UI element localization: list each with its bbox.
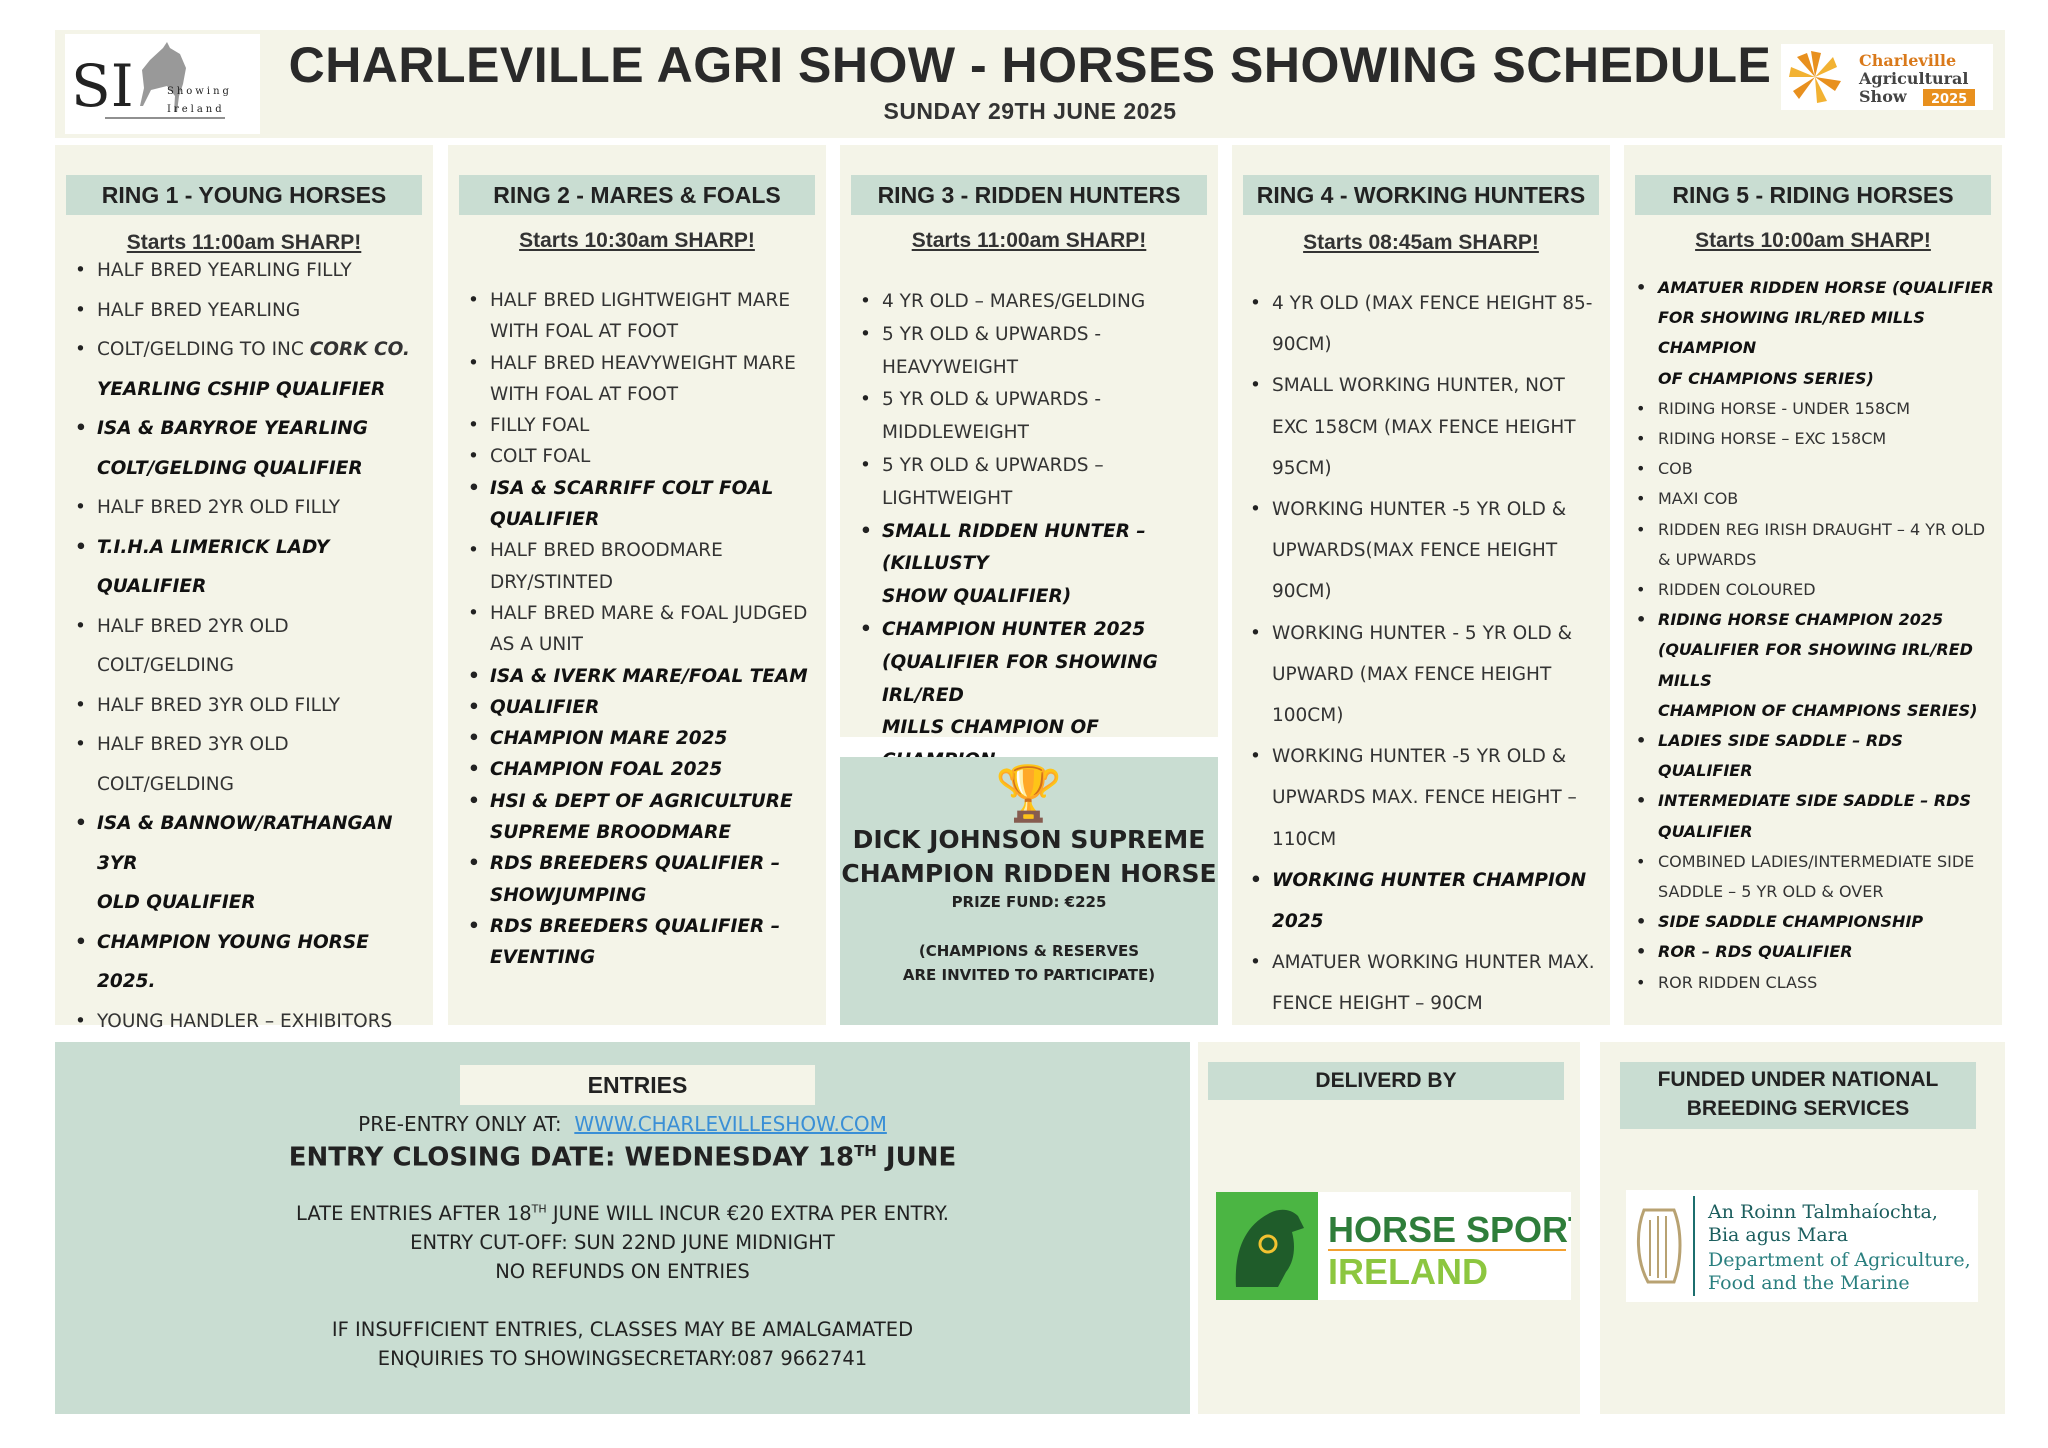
class-item: FENCE HEIGHT – 90CM	[1272, 993, 1483, 1015]
class-item: • WORKING HUNTER -5 YR OLD &	[1246, 489, 1610, 530]
class-item: MIDDLEWEIGHT	[882, 422, 1029, 444]
closing-date: ENTRY CLOSING DATE: WEDNESDAY 18TH JUNE	[288, 1142, 957, 1173]
class-item: SHOW QUALIFIER)	[882, 586, 1072, 608]
ring-heading: RING 1 - YOUNG HORSES	[66, 175, 422, 215]
website-link[interactable]: WWW.CHARLEVILLESHOW.COM	[574, 1112, 887, 1136]
class-item: SUPREME BROODMARE	[490, 822, 732, 844]
class-item: • HALF BRED YEARLING FILLY	[71, 251, 427, 291]
ring-heading: RING 3 - RIDDEN HUNTERS	[851, 175, 1207, 215]
class-item: 100CM)	[1272, 705, 1344, 727]
class-item: QUALIFIER	[490, 509, 600, 531]
class-item: • WORKING HUNTER CHAMPION 2025	[1246, 860, 1610, 942]
class-item: • RIDDEN COLOURED	[1632, 575, 2002, 605]
class-item: UPWARDS MAX. FENCE HEIGHT –	[1272, 787, 1577, 809]
class-item: 110CM	[1272, 828, 1337, 850]
supreme-champion-panel	[840, 757, 1218, 1025]
class-item: • SIDE SADDLE CHAMPIONSHIP	[1632, 907, 2002, 937]
entries-heading: ENTRIES	[460, 1065, 815, 1105]
prize-fund: PRIZE FUND: €225	[951, 893, 1107, 911]
class-item: • RIDING HORSE – EXC 158CM	[1632, 424, 2002, 454]
class-item: MILLS CHAMPION OF	[882, 717, 1099, 739]
class-item: • CHAMPION MARE 2025	[464, 723, 822, 754]
class-item: • HALF BRED HEAVYWEIGHT MARE	[464, 348, 822, 379]
class-item: EVENTING	[490, 947, 596, 969]
class-item: UPWARDS(MAX FENCE HEIGHT	[1272, 540, 1558, 562]
class-item: • YOUNG HANDLER – EXHIBITORS	[71, 1002, 427, 1042]
class-item: LIGHTWEIGHT	[882, 487, 1013, 509]
svg-text:SI: SI	[71, 52, 134, 120]
class-item: FOR SHOWING IRL/RED MILLS CHAMPION	[1658, 308, 1925, 358]
entries-panel	[55, 1042, 1190, 1414]
horse-sport-ireland-logo	[1216, 1192, 1571, 1300]
no-refunds: NO REFUNDS ON ENTRIES	[495, 1260, 750, 1283]
class-item: • ROR RIDDEN CLASS	[1632, 968, 2002, 998]
class-item: • LADIES SIDE SADDLE – RDS QUALIFIER	[1632, 726, 2002, 786]
class-item: • AMATUER RIDDEN HORSE (QUALIFIER	[1632, 273, 2002, 303]
svg-text:HORSE SPORT: HORSE SPORT	[1328, 1209, 1571, 1250]
svg-text:Department of Agriculture,: Department of Agriculture,	[1708, 1249, 1971, 1271]
class-item: AS A UNIT	[490, 634, 583, 656]
svg-text:IRELAND: IRELAND	[1328, 1251, 1488, 1292]
class-item: • COLT/GELDING TO INC CORK CO.	[71, 330, 427, 370]
class-item: WITH FOAL AT FOOT	[490, 383, 679, 405]
ring-1-panel	[55, 145, 433, 1032]
class-item: DRY/STINTED	[490, 571, 614, 593]
amalgamated-note: IF INSUFFICIENT ENTRIES, CLASSES MAY BE AMALGAMATED	[331, 1318, 914, 1341]
late-entries: LATE ENTRIES AFTER 18TH JUNE WILL INCUR €20 EXTRA PER ENTRY.	[296, 1202, 949, 1225]
department-of-agriculture-logo	[1626, 1190, 1978, 1302]
ring-start-time: Starts 10:00am SHARP!	[1695, 229, 1931, 252]
class-list	[1632, 273, 2002, 998]
class-item: • HALF BRED 2YR OLD	[71, 607, 427, 647]
svg-text:An Roinn Talmhaíochta,: An Roinn Talmhaíochta,	[1708, 1201, 1938, 1223]
svg-text:Charleville: Charleville	[1859, 51, 1957, 70]
ring-5-panel	[1624, 145, 2002, 1025]
svg-text:Ireland: Ireland	[167, 104, 225, 115]
class-list	[856, 286, 1218, 811]
ring-2-panel	[448, 145, 826, 1025]
class-list	[71, 251, 427, 1081]
class-item: • COB	[1632, 454, 2002, 484]
ring-heading: RING 2 - MARES & FOALS	[459, 175, 815, 215]
svg-text:2025: 2025	[1931, 92, 1968, 107]
class-item: • ROR – RDS QUALIFIER	[1632, 937, 2002, 967]
class-item: • QUALIFIER	[464, 692, 822, 723]
header	[55, 30, 2005, 138]
class-item: 90CM)	[1272, 581, 1332, 603]
class-item: HEAVYWEIGHT	[882, 356, 1019, 378]
class-item: YEARLING CSHIP QUALIFIER	[97, 378, 386, 400]
entry-cutoff: ENTRY CUT-OFF: SUN 22ND JUNE MIDNIGHT	[410, 1231, 835, 1254]
svg-text:Bia agus Mara: Bia agus Mara	[1708, 1224, 1849, 1246]
class-item: & UPWARDS	[1658, 549, 1757, 569]
class-item: • HALF BRED YEARLING	[71, 291, 427, 331]
class-item: • RIDING HORSE - UNDER 158CM	[1632, 394, 2002, 424]
ring-start-time: Starts 11:00am SHARP!	[126, 231, 362, 254]
delivered-heading: DELIVERD BY	[1208, 1062, 1564, 1100]
class-item: • COMBINED LADIES/INTERMEDIATE SIDE	[1632, 847, 2002, 877]
class-item: CHAMPION OF CHAMPIONS SERIES)	[1658, 700, 1978, 720]
class-item: SADDLE – 5 YR OLD & OVER	[1658, 882, 1884, 902]
class-item: • FILLY FOAL	[464, 410, 822, 441]
class-item: COLT/GELDING QUALIFIER	[97, 457, 363, 479]
ring-start-time: Starts 08:45am SHARP!	[1303, 231, 1539, 254]
class-item: • 4 YR OLD (MAX FENCE HEIGHT 85-	[1246, 283, 1610, 324]
class-list	[1246, 283, 1610, 1025]
class-item: • AMATUER WORKING HUNTER MAX.	[1246, 942, 1610, 983]
class-item: • ISA & BARYROE YEARLING	[71, 409, 427, 449]
class-item: • 4 YR OLD – MARES/GELDING	[856, 286, 1218, 319]
class-item: EXC 158CM (MAX FENCE HEIGHT	[1272, 416, 1576, 438]
class-item: • WORKING HUNTER -5 YR OLD &	[1246, 736, 1610, 777]
class-item: • 5 YR OLD & UPWARDS -	[856, 384, 1218, 417]
class-item: • ISA & IVERK MARE/FOAL TEAM	[464, 661, 822, 692]
class-item: OLD QUALIFIER	[97, 892, 256, 913]
delivered-by-panel	[1198, 1042, 1580, 1414]
class-item: • RDS BREEDERS QUALIFIER –	[464, 848, 822, 879]
class-item: • 5 YR OLD & UPWARDS –	[856, 450, 1218, 483]
pre-entry-line: PRE-ENTRY ONLY AT: WWW.CHARLEVILLESHOW.COM	[358, 1112, 887, 1136]
class-item: UPWARD (MAX FENCE HEIGHT	[1272, 663, 1552, 685]
class-item: • SMALL RIDDEN HUNTER – (KILLUSTY	[856, 516, 1218, 582]
class-item: • INTERMEDIATE SIDE SADDLE – RDS	[1632, 786, 2002, 816]
enquiries: ENQUIRIES TO SHOWINGSECRETARY:087 9662741	[377, 1347, 868, 1370]
class-item: • WORKING HUNTER - 5 YR OLD &	[1246, 613, 1610, 654]
class-item: • T.I.H.A LIMERICK LADY QUALIFIER	[71, 528, 427, 607]
class-item: 95CM)	[1272, 457, 1332, 479]
class-item: COLT/GELDING	[97, 655, 234, 676]
class-item: • ISA & BANNOW/RATHANGAN 3YR	[71, 804, 427, 883]
class-item: SHOWJUMPING	[490, 884, 647, 906]
class-item: • SMALL WORKING HUNTER, NOT	[1246, 365, 1610, 406]
class-item: COLT/GELDING	[97, 773, 234, 795]
svg-text:Show: Show	[1859, 87, 1907, 106]
charleville-show-logo	[1781, 44, 1993, 110]
ring-4-panel	[1232, 145, 1610, 1025]
ring-heading: RING 5 - RIDING HORSES	[1635, 175, 1991, 215]
class-item: (QUALIFIER FOR SHOWING IRL/RED MILLS	[1658, 640, 1973, 690]
svg-text:Food and the Marine: Food and the Marine	[1708, 1272, 1910, 1294]
class-item: • CHAMPION FOAL 2025	[464, 754, 822, 785]
class-item: • CHAMPION HUNTER 2025	[856, 614, 1218, 647]
class-item: OF CHAMPIONS SERIES)	[1658, 368, 1874, 388]
class-item: • HALF BRED BROODMARE	[464, 535, 822, 566]
class-item: • RIDING HORSE CHAMPION 2025	[1632, 605, 2002, 635]
funded-by-panel	[1600, 1042, 2005, 1414]
class-item: • HALF BRED 3YR OLD FILLY	[71, 686, 427, 726]
class-item: • RDS BREEDERS QUALIFIER –	[464, 911, 822, 942]
class-item: • 5 YR OLD & UPWARDS -	[856, 319, 1218, 352]
class-item: WITH FOAL AT FOOT	[490, 321, 679, 343]
ring-heading: RING 4 - WORKING HUNTERS	[1243, 175, 1599, 215]
show-date: SUNDAY 29TH JUNE 2025	[883, 98, 1177, 124]
class-item: • ISA & SCARRIFF COLT FOAL	[464, 473, 822, 504]
svg-text:Showing: Showing	[167, 86, 232, 97]
class-item: QUALIFIER	[1658, 821, 1753, 841]
ring-3-panel	[840, 145, 1218, 737]
supreme-note: (CHAMPIONS & RESERVES ARE INVITED TO PARTICIPATE)	[902, 942, 1156, 984]
page-title: CHARLEVILLE AGRI SHOW - HORSES SHOWING SCHEDULE	[288, 37, 1772, 93]
trophy-icon: 🏆	[995, 764, 1063, 824]
class-item: • HALF BRED LIGHTWEIGHT MARE	[464, 285, 822, 316]
funded-heading: FUNDED UNDER NATIONAL BREEDING SERVICES	[1620, 1062, 1976, 1129]
class-item: • HSI & DEPT OF AGRICULTURE	[464, 786, 822, 817]
class-item: • RIDDEN REG IRISH DRAUGHT – 4 YR OLD	[1632, 515, 2002, 545]
class-item: • HALF BRED MARE & FOAL JUDGED	[464, 598, 822, 629]
class-item: • CHAMPION YOUNG HORSE 2025.	[71, 923, 427, 1002]
svg-text:Agricultural: Agricultural	[1859, 69, 1969, 88]
supreme-title: DICK JOHNSON SUPREME CHAMPION RIDDEN HORSE	[841, 825, 1217, 888]
class-item: • COLT FOAL	[464, 441, 822, 472]
class-item: • HALF BRED 3YR OLD	[71, 725, 427, 765]
class-item: (QUALIFIER FOR SHOWING IRL/RED	[882, 651, 1158, 706]
ring-start-time: Starts 11:00am SHARP!	[911, 229, 1147, 252]
class-item: • HALF BRED 2YR OLD FILLY	[71, 488, 427, 528]
ring-start-time: Starts 10:30am SHARP!	[519, 229, 755, 252]
class-item: 90CM)	[1272, 334, 1332, 356]
class-list	[464, 285, 822, 974]
class-item: • MAXI COB	[1632, 484, 2002, 514]
